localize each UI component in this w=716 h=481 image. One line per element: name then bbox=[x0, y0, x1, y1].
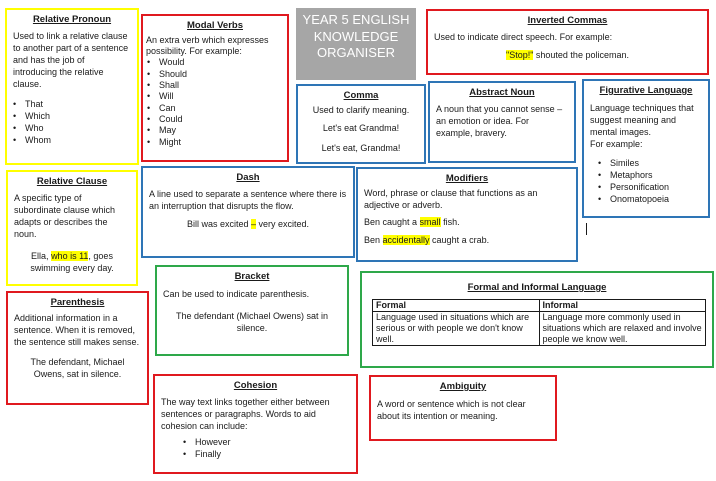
comma-definition: Used to clarify meaning. bbox=[312, 105, 410, 116]
inverted-commas-example bbox=[428, 50, 707, 62]
list-item: • Which bbox=[9, 111, 137, 123]
list-item: • Could bbox=[143, 114, 287, 125]
bracket-example: The defendant (Michael Owens) sat in silence. bbox=[175, 311, 329, 334]
column-header-formal: Formal bbox=[373, 300, 540, 312]
abstract-noun-description: A noun that you cannot sense – an emotion or idea. For example, bravery. bbox=[436, 104, 563, 139]
dash-example-post: very excited. bbox=[256, 219, 310, 230]
dash-card bbox=[141, 166, 355, 258]
relative-clause-example bbox=[8, 251, 136, 275]
page-title-line-3: ORGANISER bbox=[316, 45, 395, 61]
table-row bbox=[373, 312, 706, 345]
ambiguity-card bbox=[369, 375, 557, 441]
cohesion-card bbox=[153, 374, 358, 474]
relative-pronoun-list bbox=[7, 99, 137, 147]
relative-clause-example-post: , goes swimming every day. bbox=[30, 250, 114, 273]
ambiguity-description: A word or sentence which is not clear about its intention or meaning. bbox=[377, 399, 526, 422]
informal-cell: Language more commonly used in situations which are relaxed and involve people we know well. bbox=[539, 312, 706, 345]
cohesion-list bbox=[155, 437, 356, 461]
relative-clause-example-pre: Ella, bbox=[31, 250, 52, 261]
inverted-commas-description: Used to indicate direct speech. For example: bbox=[434, 32, 613, 43]
page-title-line-2: KNOWLEDGE bbox=[313, 28, 399, 44]
list-item: • Who bbox=[9, 123, 137, 135]
list-item: • Onomatopoeia bbox=[594, 194, 708, 206]
list-item: • Shall bbox=[143, 80, 287, 91]
modifiers-description: Word, phrase or clause that functions as an adjective or adverb. bbox=[364, 188, 538, 211]
figurative-language-description: Language techniques that suggest meaning and mental images. bbox=[590, 103, 694, 138]
abstract-noun-card bbox=[428, 81, 576, 163]
table-header-row bbox=[373, 300, 706, 312]
list-item: • Personification bbox=[594, 182, 708, 194]
bracket-description: Can be used to indicate parenthesis. bbox=[163, 289, 310, 300]
cohesion-description: The way text links together either between sentences or paragraphs. Words to aid cohesion can include: bbox=[161, 397, 330, 432]
text-cursor bbox=[586, 223, 587, 235]
formal-informal-card bbox=[360, 271, 714, 368]
bracket-card bbox=[155, 265, 349, 356]
list-item: • Finally bbox=[179, 449, 356, 461]
modifiers-example-2 bbox=[358, 235, 576, 247]
modal-verbs-card bbox=[141, 14, 289, 162]
highlighted-phrase: who is 11 bbox=[51, 250, 89, 261]
list-item: • That bbox=[9, 99, 137, 111]
highlighted-quote: "Stop!" bbox=[506, 50, 534, 61]
inverted-commas-card bbox=[426, 9, 709, 75]
list-item: • Will bbox=[143, 91, 287, 102]
highlighted-word: accidentally bbox=[382, 235, 430, 246]
parenthesis-description: Additional information in a sentence. When it is removed, the sentence still makes sense. bbox=[14, 313, 140, 348]
dash-description: A line used to separate a sentence where there is an interruption that disrupts the flow. bbox=[149, 189, 347, 212]
figurative-language-for-example: For example: bbox=[590, 139, 643, 150]
inverted-commas-example-rest: shouted the policeman. bbox=[533, 50, 629, 61]
list-item: • Similes bbox=[594, 158, 708, 170]
modal-verbs-title: Modal Verbs bbox=[187, 20, 243, 31]
modifiers-card bbox=[356, 167, 578, 262]
modifiers-example-2-pre: Ben bbox=[364, 235, 383, 246]
dash-title: Dash bbox=[236, 172, 260, 183]
list-item: • Metaphors bbox=[594, 170, 708, 182]
modal-verbs-description: An extra verb which expresses possibility. For example: bbox=[146, 35, 269, 57]
modifiers-example-1-pre: Ben caught a bbox=[364, 217, 420, 228]
formal-cell: Language used in situations which are serious or with people we don't know well. bbox=[373, 312, 540, 345]
relative-clause-card bbox=[6, 170, 138, 286]
figurative-language-title: Figurative Language bbox=[599, 85, 693, 96]
relative-clause-title: Relative Clause bbox=[36, 176, 108, 187]
modifiers-example-2-post: caught a crab. bbox=[429, 235, 490, 246]
modifiers-title: Modifiers bbox=[445, 173, 489, 184]
comma-example-1: Let's eat Grandma! bbox=[322, 123, 400, 134]
list-item: • Would bbox=[143, 57, 287, 68]
comma-example-2: Let's eat, Grandma! bbox=[321, 143, 401, 154]
comma-title: Comma bbox=[343, 90, 379, 101]
inverted-commas-title: Inverted Commas bbox=[527, 15, 608, 26]
dash-example-pre: Bill was excited bbox=[186, 219, 251, 230]
list-item: • Might bbox=[143, 137, 287, 148]
formal-informal-title: Formal and Informal Language bbox=[467, 282, 607, 293]
relative-clause-description: A specific type of subordinate clause which adapts or describes the noun. bbox=[14, 193, 116, 240]
list-item: • However bbox=[179, 437, 356, 449]
modifiers-example-1 bbox=[358, 217, 576, 229]
dash-example bbox=[143, 219, 353, 231]
list-item: • May bbox=[143, 125, 287, 136]
modal-verbs-list bbox=[143, 57, 287, 148]
formal-informal-table bbox=[372, 299, 706, 345]
parenthesis-example: The defendant, Michael Owens, sat in silence. bbox=[30, 357, 125, 379]
parenthesis-card bbox=[6, 291, 149, 405]
figurative-language-list bbox=[584, 158, 708, 206]
highlighted-word: small bbox=[419, 217, 441, 228]
cohesion-title: Cohesion bbox=[233, 380, 278, 391]
list-item: • Should bbox=[143, 69, 287, 80]
list-item: • Whom bbox=[9, 135, 137, 147]
parenthesis-title: Parenthesis bbox=[50, 297, 105, 308]
column-header-informal: Informal bbox=[539, 300, 706, 312]
relative-pronoun-description: Used to link a relative clause to another part of a sentence and has the job of introducing the relative clause. bbox=[13, 31, 129, 89]
relative-pronoun-title: Relative Pronoun bbox=[32, 14, 112, 25]
list-item: • Can bbox=[143, 103, 287, 114]
figurative-language-card bbox=[582, 79, 710, 218]
highlighted-dash: – bbox=[250, 219, 256, 230]
comma-card bbox=[296, 84, 426, 164]
page-title-line-1: YEAR 5 ENGLISH bbox=[302, 12, 410, 27]
ambiguity-title: Ambiguity bbox=[439, 381, 487, 392]
bracket-title: Bracket bbox=[234, 271, 270, 282]
page-title bbox=[296, 8, 416, 80]
relative-pronoun-card bbox=[5, 8, 139, 165]
modifiers-example-1-post: fish. bbox=[440, 217, 460, 228]
abstract-noun-title: Abstract Noun bbox=[469, 87, 535, 98]
